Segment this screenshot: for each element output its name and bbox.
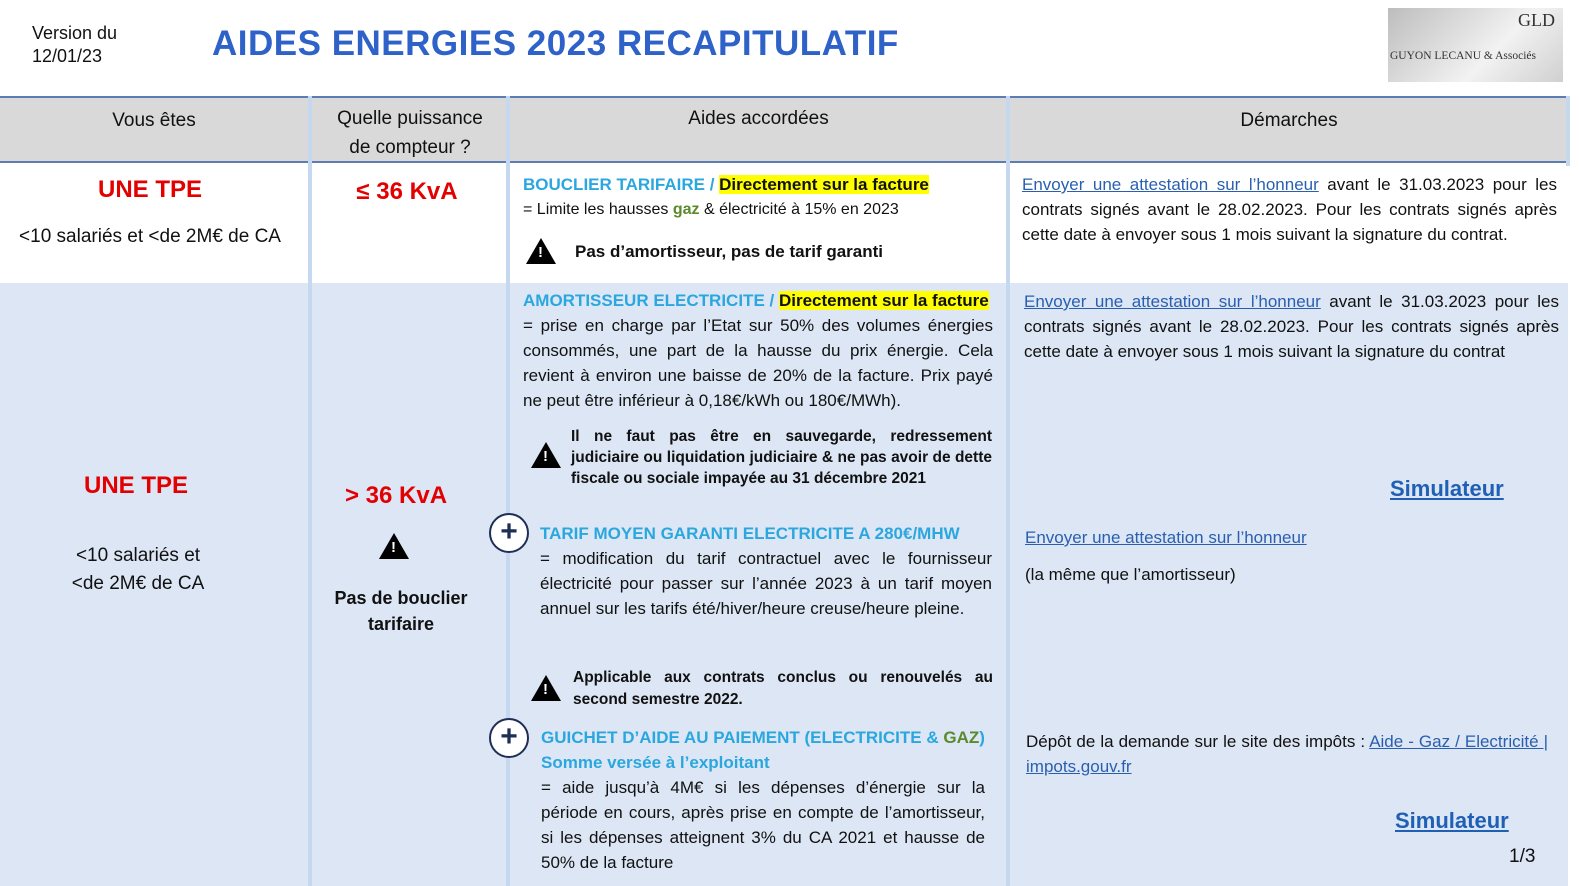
- impots-link[interactable]: Aide - Gaz / Electricité | impots.gouv.fr: [1026, 732, 1548, 776]
- attestation-link[interactable]: Envoyer une attestation sur l’honneur: [1024, 292, 1321, 311]
- warning-icon: [531, 442, 561, 468]
- divider: [1006, 96, 1010, 886]
- page-title: AIDES ENERGIES 2023 RECAPITULATIF: [212, 24, 899, 63]
- divider: [1566, 96, 1570, 166]
- header-demarches: Démarches: [1240, 110, 1338, 131]
- row1-who-desc: <10 salariés et <de 2M€ de CA: [19, 226, 281, 247]
- warning-icon: [531, 675, 561, 701]
- tarif-moyen-garanti: TARIF MOYEN GARANTI ELECTRICITE A 280€/MHW = modification du tarif contractuel avec le fournisseur électricité pour passer sur l’année 2023 à un tarif moyen annuel sur les tarifs été/hiver/heure creuse/heure pleine.: [540, 524, 992, 618]
- row2-power: > 36 KvA: [344, 482, 448, 509]
- tarif-warning: Applicable aux contrats conclus ou renouvelés au second semestre 2022.: [573, 669, 993, 708]
- plus-icon: +: [489, 513, 529, 553]
- logo-name: GUYON LECANU & Associés: [1390, 50, 1536, 62]
- tarif-step: (la même que l’amortisseur): [1025, 565, 1236, 584]
- header-vous-etes: Vous êtes: [112, 110, 196, 131]
- simulator-link[interactable]: Simulateur: [1395, 808, 1509, 833]
- row1-who: UNE TPE: [97, 176, 202, 203]
- row2-who-desc: <10 salariés et <de 2M€ de CA: [71, 545, 205, 594]
- tarif-link: [1025, 525, 1307, 550]
- row2-who: UNE TPE: [83, 472, 188, 499]
- amort-warning: Il ne faut pas être en sauvegarde, redressement judiciaire ou liquidation judiciaire & ne pas avoir de dette fiscale ou sociale impayée au 31 décembre 2021: [571, 428, 992, 487]
- no-shield-note: Pas de bouclier tarifaire: [334, 588, 468, 634]
- divider: [506, 96, 510, 886]
- warning-icon: [526, 238, 556, 264]
- bouclier-tarifaire: BOUCLIER TARIFAIRE / Directement sur la facture = Limite les hausses gaz & électricité à 15% en 2023: [523, 175, 929, 218]
- header-aides: Aides accordées: [688, 108, 829, 129]
- amortisseur-electricite: AMORTISSEUR ELECTRICITE / Directement sur la facture = prise en charge par l’Etat sur 50% des volumes énergies consommés, une part de la hausse du prix énergie. Cela revient à environ une baisse de 20% de la facture. Prix payé ne peut être inférieur à 0,18€/kWh ou 180€/MWh).: [523, 291, 993, 410]
- amort-step: Envoyer une attestation sur l’honneur avant le 31.03.2023 pour les contrats signés avant le 28.02.2023. Pour les contrats signés après cette date à envoyer sous 1 mois suivant la signature du contrat: [1024, 292, 1559, 361]
- logo: [1388, 8, 1563, 82]
- plus-icon: +: [489, 718, 529, 758]
- guichet-aide-paiement: GUICHET D’AIDE AU PAIEMENT (ELECTRICITE & GAZ) Somme versée à l’exploitant = aide jusqu’à 4M€ si les dépenses d’énergie sur la période en cours, après prise en compte de l’amortisseur, si les dépenses atteignent 3% du CA 2021 et hausse de 50% de la facture: [541, 728, 985, 872]
- version-date: Version du 12/01/23: [32, 23, 118, 66]
- row1-warning: Pas d’amortisseur, pas de tarif garanti: [575, 242, 884, 261]
- attestation-link[interactable]: Envoyer une attestation sur l’honneur: [1022, 175, 1319, 194]
- warning-icon: [379, 533, 409, 559]
- row1-power: ≤ 36 KvA: [356, 178, 458, 205]
- row1-step: Envoyer une attestation sur l’honneur avant le 31.03.2023 pour les contrats signés avant le 28.02.2023. Pour les contrats signés après cette date à envoyer sous 1 mois suivant la signature du contrat.: [1022, 175, 1557, 244]
- attestation-link[interactable]: Envoyer une attestation sur l’honneur: [1025, 528, 1307, 547]
- table-header: [0, 96, 1568, 163]
- simulator-link[interactable]: Simulateur: [1390, 476, 1504, 501]
- header-puissance: Quelle puissance de compteur ?: [337, 108, 483, 158]
- guichet-step: Dépôt de la demande sur le site des impôts : Aide - Gaz / Electricité | impots.gouv.fr: [1026, 732, 1548, 776]
- logo-gld: GLD: [1518, 10, 1555, 30]
- page-number: 1/3: [1509, 846, 1536, 867]
